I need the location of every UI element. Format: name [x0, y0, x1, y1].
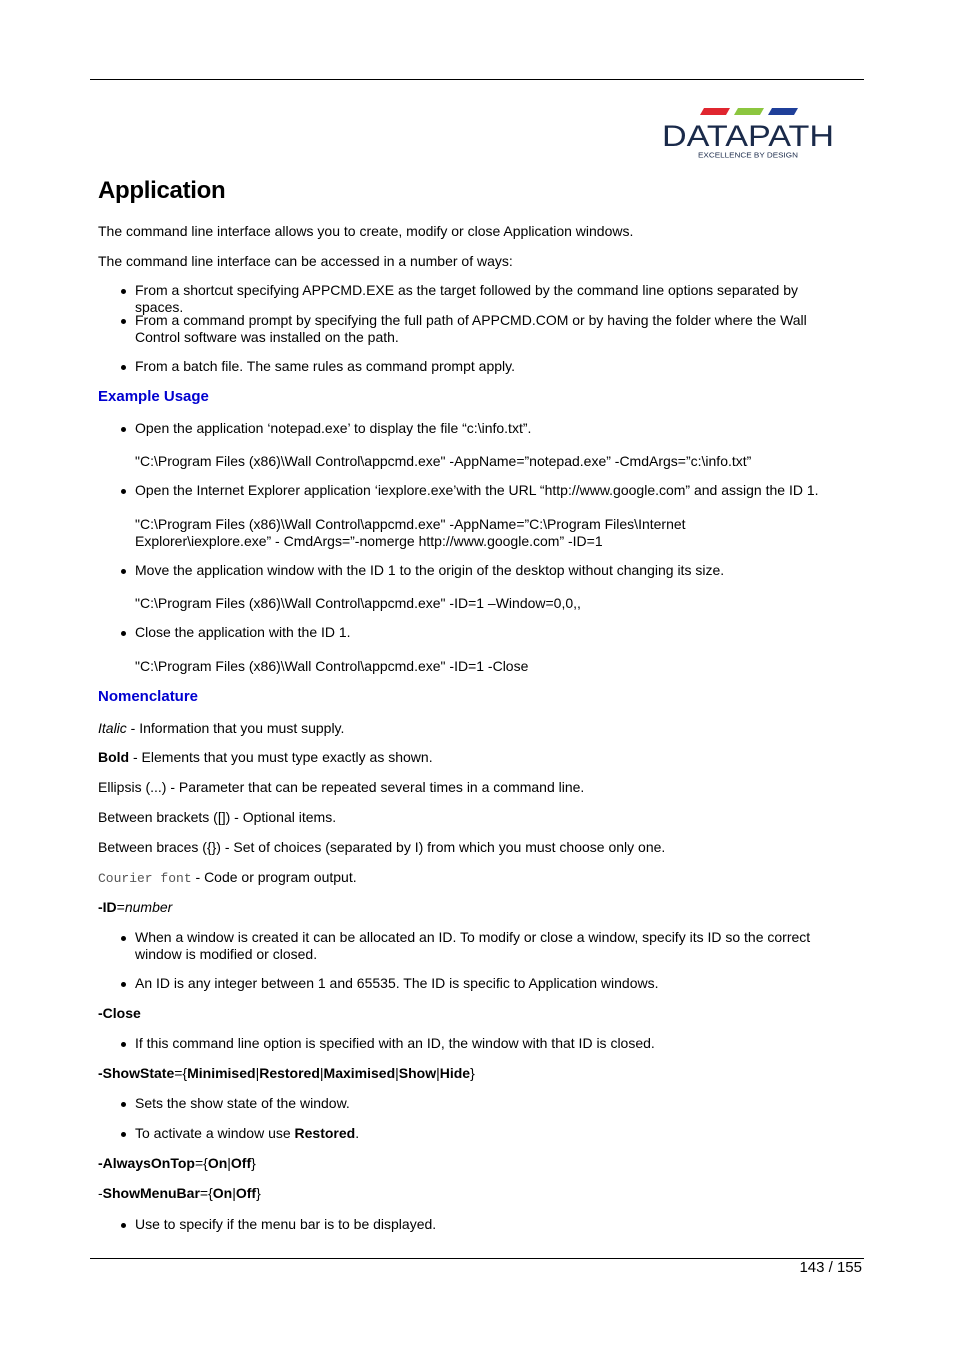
option-id-heading: -ID=number — [98, 899, 173, 915]
option-close-heading — [98, 1005, 141, 1022]
option-showmenubar-heading: -ShowMenuBar={On|Off} — [98, 1185, 261, 1201]
logo-bar-green — [734, 108, 764, 115]
logo-tagline: EXCELLENCE BY DESIGN — [698, 152, 798, 160]
italic-term: Italic — [98, 720, 127, 736]
page-title: Application — [98, 177, 226, 204]
list-item-text: From a shortcut specifying APPCMD.EXE as the target followed by the command line options separated by spaces. — [135, 282, 798, 315]
courier-term: Courier font — [98, 871, 192, 886]
list-item-text: From a batch file. The same rules as command prompt apply. — [135, 358, 515, 374]
datapath-logo — [660, 106, 840, 162]
option-flag: -ShowState — [98, 1065, 175, 1081]
list-item-text: Sets the show state of the window. — [135, 1095, 350, 1111]
nomenclature-bold — [98, 749, 433, 766]
nomenclature-brackets: Between brackets ([]) - Optional items. — [98, 809, 337, 825]
example-description: Move the application window with the ID 1 to the origin of the desktop without changing its size. — [135, 562, 725, 578]
header-rule — [90, 79, 864, 80]
list-item-text: An ID is any integer between 1 and 65535. The ID is specific to Application windows. — [135, 975, 659, 991]
courier-desc: - Code or program output. — [191, 869, 357, 885]
logo-brand: DATAPATH — [662, 120, 834, 153]
bold-term: Bold — [98, 749, 130, 765]
section-heading-nomenclature: Nomenclature — [98, 688, 199, 705]
example-command: "C:\Program Files (x86)\Wall Control\appcmd.exe" -AppName=”notepad.exe” -CmdArgs=”c:\info.txt” — [135, 453, 752, 469]
list-item-text: To activate a window use Restored. — [135, 1125, 360, 1141]
option-alwaysontop-heading: -AlwaysOnTop={On|Off} — [98, 1155, 256, 1171]
section-heading-example-usage: Example Usage — [98, 388, 209, 405]
intro-paragraph: The command line interface can be accessed in a number of ways: — [98, 253, 513, 269]
option-flag: -AlwaysOnTop — [98, 1155, 195, 1171]
nomenclature-ellipsis: Ellipsis (...) - Parameter that can be repeated several times in a command line. — [98, 779, 585, 795]
page-number: 143 / 155 — [799, 1259, 862, 1276]
example-command: "C:\Program Files (x86)\Wall Control\appcmd.exe" -AppName=”C:\Program Files\Internet Explorer\iexplore.exe” - CmdArgs=”-nomerge http://www.google.com” -ID=1 — [135, 516, 686, 549]
option-showstate-heading: -ShowState={Minimised|Restored|Maximised|Show|Hide} — [98, 1065, 475, 1081]
example-description: Open the Internet Explorer application ‘iexplore.exe’with the URL “http://www.google.com” and assign the ID 1. — [135, 482, 819, 498]
option-arg: number — [124, 899, 173, 915]
example-description: Open the application ‘notepad.exe’ to display the file “c:\info.txt”. — [135, 420, 532, 436]
option-flag: -ID — [98, 899, 117, 915]
nomenclature-italic — [98, 720, 344, 737]
nomenclature-courier — [98, 869, 357, 887]
intro-paragraph: The command line interface allows you to create, modify or close Application windows. — [98, 223, 634, 239]
logo-bar-blue — [768, 108, 798, 115]
option-flag: ShowMenuBar — [102, 1185, 200, 1201]
list-item-text: If this command line option is specified with an ID, the window with that ID is closed. — [135, 1035, 655, 1051]
list-item-text: Use to specify if the menu bar is to be displayed. — [135, 1216, 437, 1232]
example-command: "C:\Program Files (x86)\Wall Control\appcmd.exe" -ID=1 -Close — [135, 658, 529, 674]
nomenclature-braces: Between braces ({}) - Set of choices (separated by I) from which you must choose only one. — [98, 839, 666, 855]
logo-bar-red — [700, 108, 730, 115]
example-description: Close the application with the ID 1. — [135, 624, 351, 640]
list-item-text: When a window is created it can be allocated an ID. To modify or close a window, specify its ID so the correct window is modified or closed. — [135, 929, 811, 962]
list-item-text: From a command prompt by specifying the full path of APPCMD.COM or by having the folder where the Wall Control software was installed on the path. — [135, 312, 807, 345]
option-flag: -Close — [98, 1005, 141, 1021]
italic-desc: - Information that you must supply. — [126, 720, 345, 736]
bold-desc: - Elements that you must type exactly as shown. — [129, 749, 433, 765]
example-command: "C:\Program Files (x86)\Wall Control\appcmd.exe" -ID=1 –Window=0,0,, — [135, 595, 581, 611]
footer-rule — [90, 1258, 864, 1259]
